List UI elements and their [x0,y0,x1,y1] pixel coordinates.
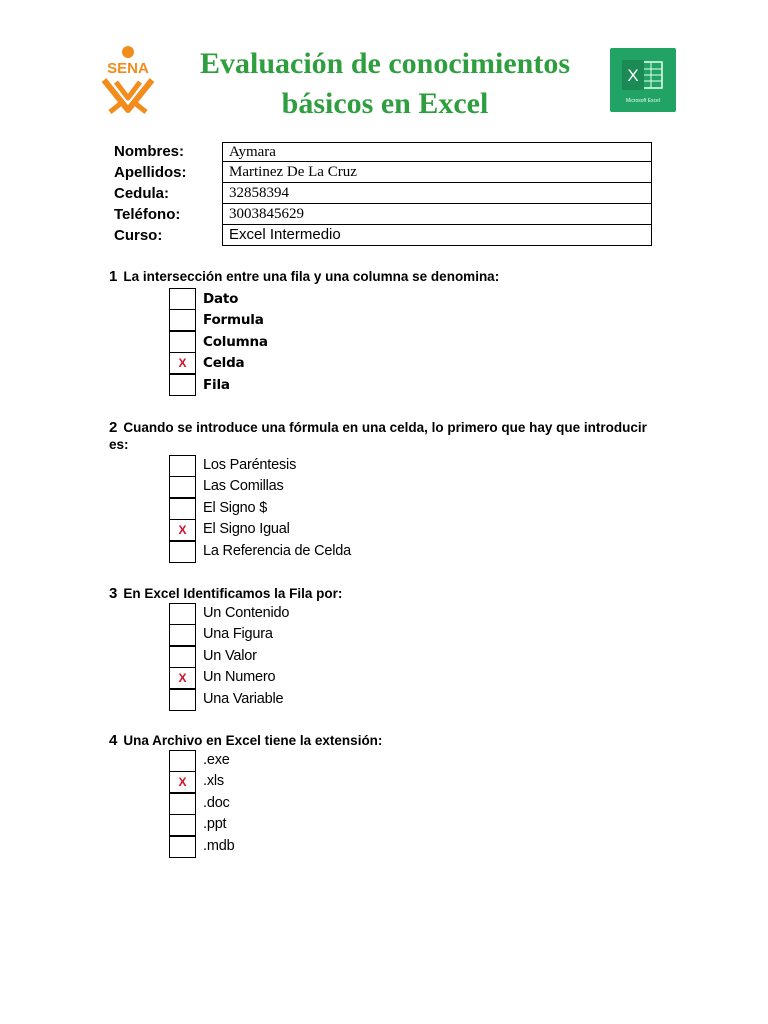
answer-checkbox[interactable] [169,624,196,646]
question-3 [109,585,669,710]
option-label: Las Comillas [203,478,284,495]
question-text [109,585,669,602]
option-label: .mdb [203,837,235,854]
question-prompt: Una Archivo en Excel tiene la extensión: [123,733,383,748]
option-row [169,374,669,395]
answer-checkbox[interactable]: X [169,352,196,374]
option-label: Un Contenido [203,605,290,621]
question-number: 4 [109,732,118,749]
answer-checkbox[interactable] [169,814,196,836]
option-row [169,771,669,792]
answer-checkbox[interactable] [169,455,196,477]
excel-logo-caption: Microsoft Excel [626,98,660,104]
answer-checkbox[interactable]: X [169,519,196,541]
answer-checkbox[interactable] [169,288,196,310]
question-prompt: La intersección entre una fila y una columna se denomina: [123,269,500,284]
option-row [169,309,669,330]
sena-logo [94,44,162,114]
option-row [169,836,669,857]
option-row [169,352,669,373]
option-row [169,541,669,562]
option-label: Los Paréntesis [203,457,297,473]
question-text [109,268,669,285]
excel-logo-letter: X [627,66,639,85]
option-label: Dato [203,291,239,307]
info-label: Apellidos: [114,164,187,181]
option-label: .xls [203,773,224,790]
option-label: .ppt [203,816,227,833]
answer-checkbox[interactable] [169,541,196,563]
option-label: La Referencia de Celda [203,542,351,559]
question-number: 3 [109,585,118,602]
question-prompt: Cuando se introduce una fórmula en una celda, lo primero que hay que introducir es: [109,420,647,452]
question-prompt: En Excel Identificamos la Fila por: [123,586,343,601]
option-row [169,498,669,519]
option-row [169,646,669,667]
telefono-field[interactable]: 3003845629 [222,204,652,225]
option-row [169,624,669,645]
page-title [170,44,600,124]
option-label: Fila [203,376,230,393]
question-text [109,732,669,749]
sena-logo-text: SENA [107,60,149,77]
option-label: Una Variable [203,690,284,707]
question-4 [109,732,669,857]
option-row [169,793,669,814]
option-label: El Signo $ [203,499,268,516]
options-list [169,603,669,710]
option-row [169,455,669,476]
option-label: .doc [203,794,230,811]
answer-checkbox[interactable] [169,309,196,331]
option-row [169,519,669,540]
info-label: Nombres: [114,143,185,160]
answer-checkbox[interactable] [169,603,196,625]
option-row [169,288,669,309]
option-label: Una Figura [203,626,273,643]
answer-checkbox[interactable] [169,750,196,772]
title-line-1: Evaluación de conocimientos [199,47,570,80]
question-2 [109,419,669,562]
answer-checkbox[interactable] [169,498,196,520]
question-1 [109,268,669,395]
option-row [169,331,669,352]
option-label: Columna [203,333,268,350]
options-list [169,750,669,857]
cedula-field[interactable]: 32858394 [222,183,652,204]
question-text [109,419,669,453]
option-label: Un Numero [203,669,276,686]
option-row [169,476,669,497]
option-label: Formula [203,312,264,329]
option-label: El Signo Igual [203,521,290,538]
option-row [169,667,669,688]
answer-checkbox[interactable] [169,476,196,498]
options-list [169,288,669,395]
answer-checkbox[interactable]: X [169,771,196,793]
option-label: Un Valor [203,647,257,664]
curso-field[interactable]: Excel Intermedio [222,225,652,246]
option-row [169,603,669,624]
question-number: 1 [109,268,118,285]
excel-logo [610,48,676,112]
option-row [169,814,669,835]
question-number: 2 [109,419,118,436]
nombres-field[interactable]: Aymara [222,142,652,162]
answer-checkbox[interactable] [169,646,196,668]
option-label: Celda [203,355,245,372]
option-row [169,689,669,710]
answer-checkbox[interactable]: X [169,667,196,689]
answer-checkbox[interactable] [169,331,196,353]
info-label: Cedula: [114,185,170,202]
answer-checkbox[interactable] [169,689,196,711]
apellidos-field[interactable]: Martinez De La Cruz [222,162,652,183]
info-label: Curso: [114,227,163,244]
options-list [169,455,669,562]
answer-checkbox[interactable] [169,836,196,858]
option-label: .exe [203,752,230,768]
title-line-2: básicos en Excel [281,87,489,120]
answer-checkbox[interactable] [169,793,196,815]
info-label: Teléfono: [114,206,181,223]
answer-checkbox[interactable] [169,374,196,396]
option-row [169,750,669,771]
